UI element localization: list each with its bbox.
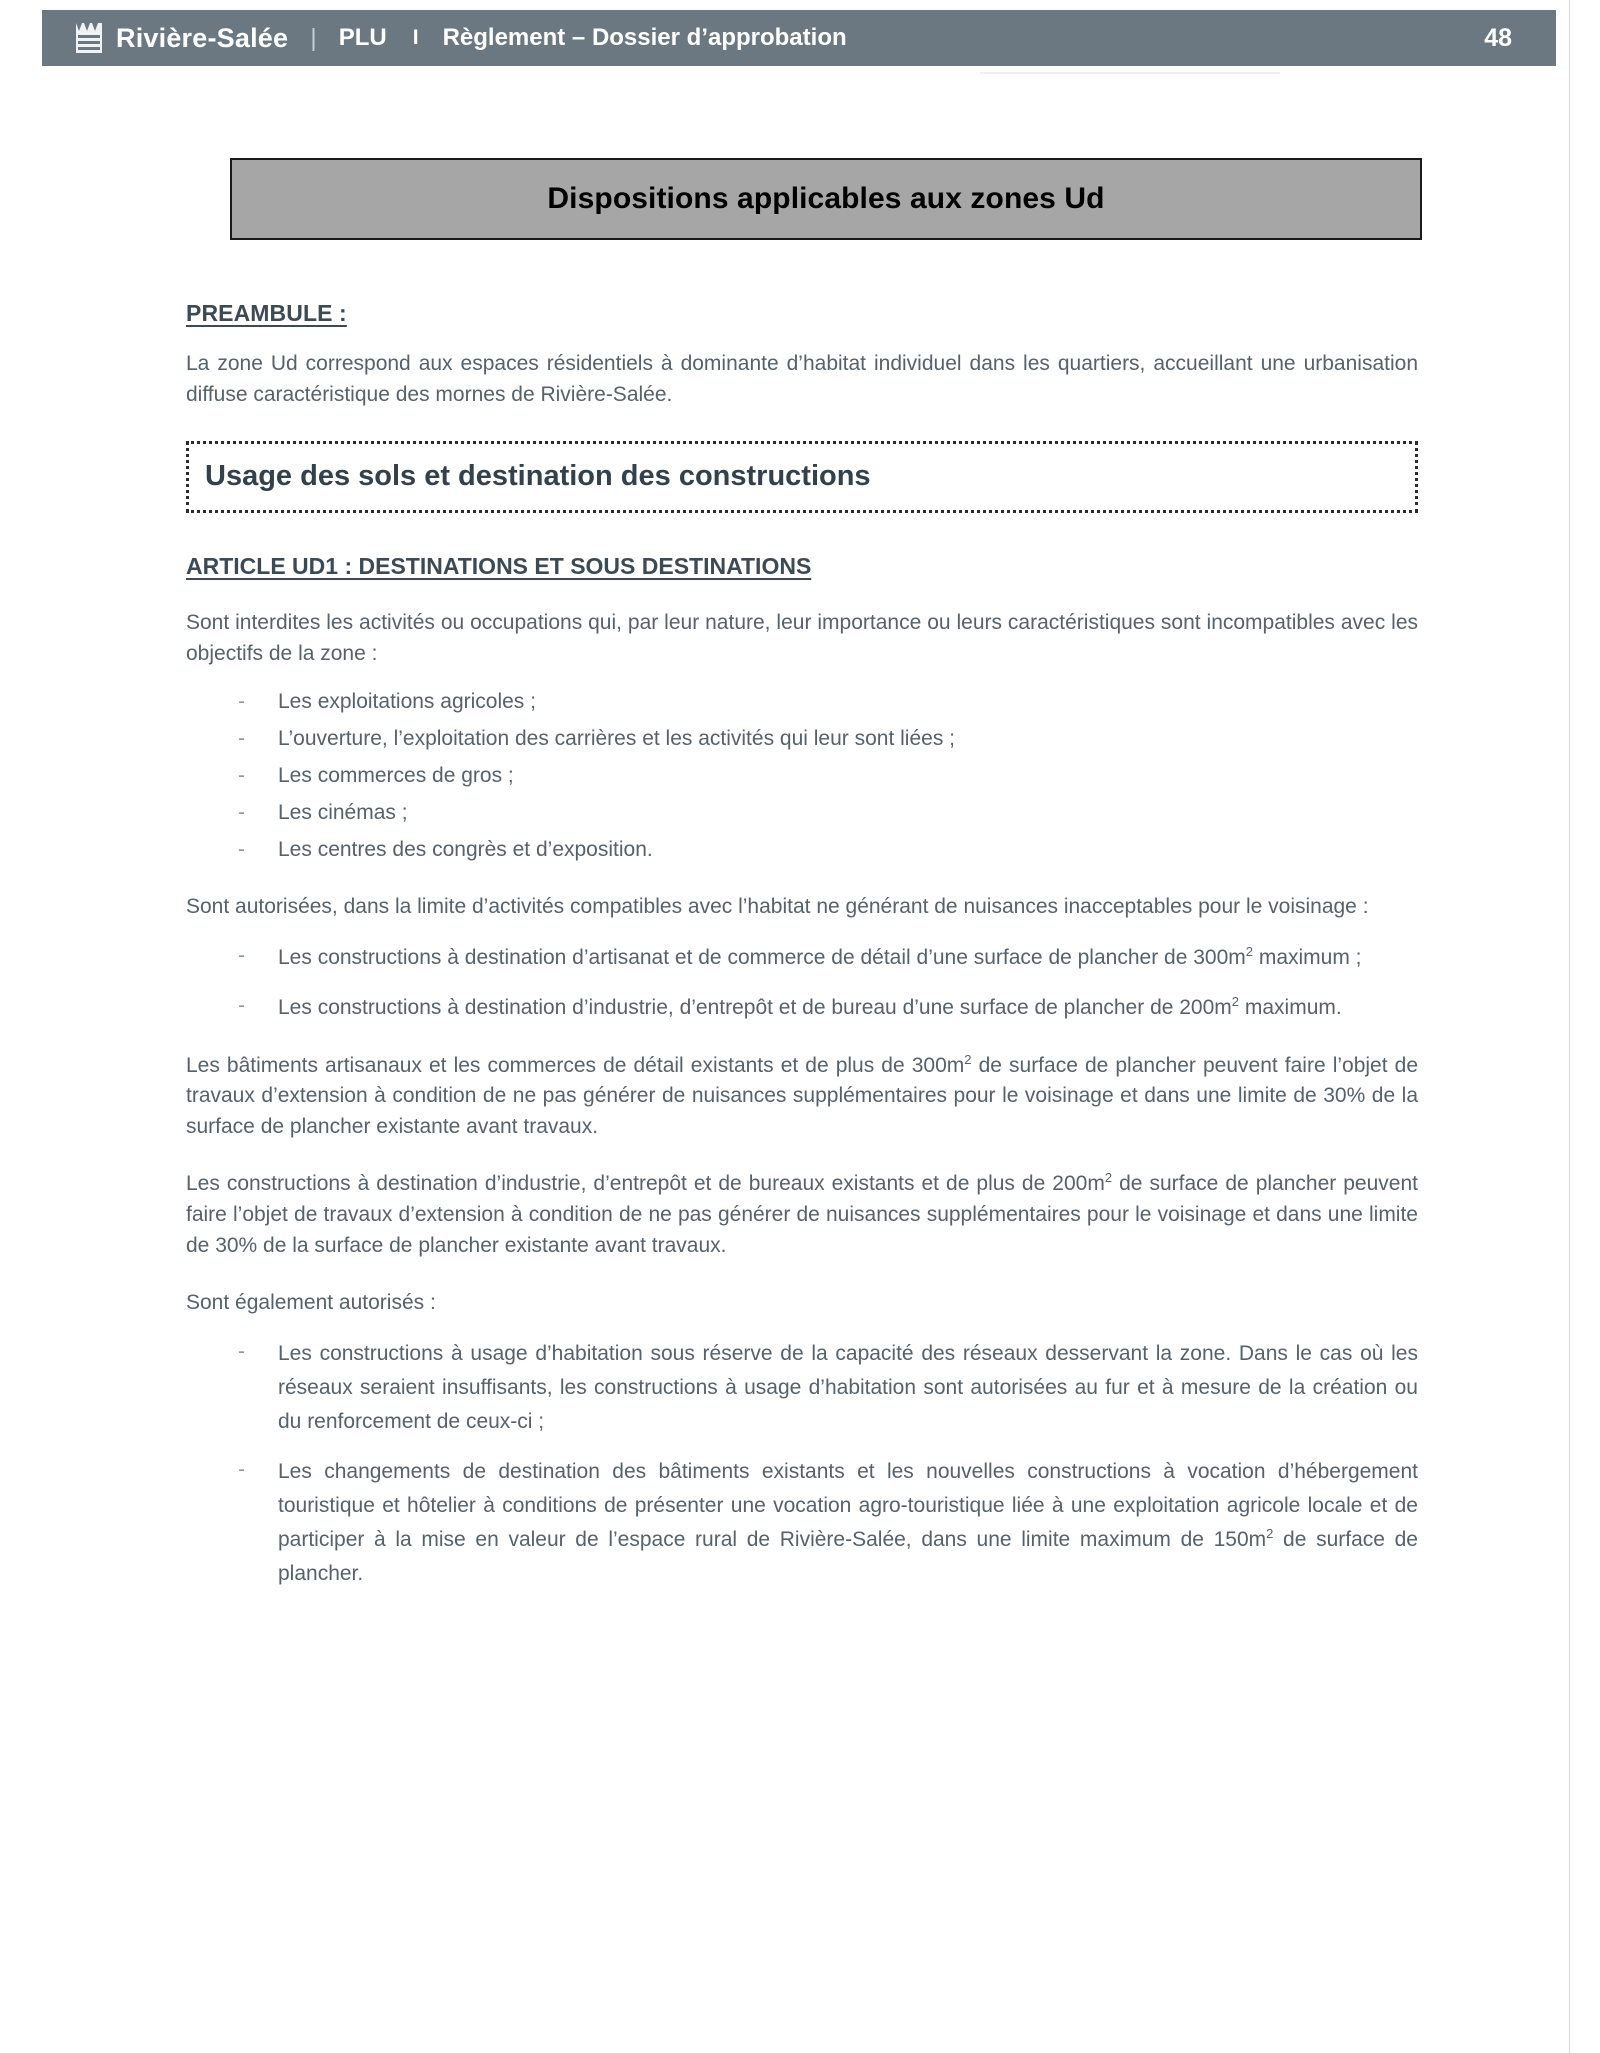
article-intro-autorise: Sont autorisées, dans la limite d’activités compatibles avec l’habitat ne générant de nuisances inacceptables pour le voisinage : [186,894,1369,918]
list-item: - Les constructions à destination d’artisanat et de commerce de détail d’une surface de plancher de $300m^2$ maximum ; [186,941,1418,975]
article-ud1-title: ARTICLE UD1 : DESTINATIONS ET SOUS DESTINATIONS [186,552,812,579]
zone-title-text: Dispositions applicables aux zones Ud [547,182,1105,215]
header-separator: | [310,23,317,52]
egalement-autorise-list [186,1337,1418,1591]
list-item: - L’ouverture, l’exploitation des carrières et les activités qui leur sont liées ; [186,724,1418,755]
list-item: - Les exploitations agricoles ; [186,687,1418,718]
list-item: - Les constructions à destination d’industrie, d’entrepôt et de bureau d’une surface de plancher de $200m^2$ maximum. [186,991,1418,1025]
list-item: - Les changements de destination des bâtiments existants et les nouvelles constructions à vocation d’hébergement touristique et hôtelier à conditions de présenter une vocation agro-touristique liée à une exploitation agricole locale et de participer à la mise en valeur de l’espace rural de Rivière-Salée, dans une limite maximum de $150m^2$ de surface de plancher. [186,1455,1418,1591]
list-item: - Les commerces de gros ; [186,761,1418,792]
paragraph-batiments-artisanaux: Les bâtiments artisanaux et les commerces de détail existants et de plus de $300m^2$ de surface de plancher peuvent faire l’objet de travaux d’extension à condition de ne pas générer de nuisances supplémentaires pour le voisinage et dans une limite de 30% de la surface de plancher existante avant travaux. [186,1051,1419,1139]
header-plu-label: PLU [338,24,387,51]
interdit-list [186,687,1418,865]
section-heading-text: Usage des sols et destination des constructions [205,460,871,493]
autorise-list [186,941,1418,1025]
page-right-margin [1569,0,1600,2053]
document-body [186,300,1418,1617]
paragraph-constructions-industrie: Les constructions à destination d’industrie, d’entrepôt et de bureaux existants et de plus de $200m^2$ de surface de plancher peuvent faire l’objet de travaux d’extension à condition de ne pas générer de nuisances supplémentaires pour le voisinage et dans une limite de 30% de la surface de plancher existante avant travaux. [186,1170,1418,1257]
article-intro-interdit: Sont interdites les activités ou occupations qui, par leur nature, leur importance ou leurs caractéristiques sont incompatibles avec les objectifs de la zone : [186,610,1418,665]
header-page-number: 48 [1484,23,1512,52]
article-intro-egalement: Sont également autorisés : [186,1290,436,1314]
preamble-paragraph: La zone Ud correspond aux espaces résidentiels à dominante d’habitat individuel dans les quartiers, accueillant une urbanisation diffuse caractéristique des mornes de Rivière-Salée. [186,352,1418,406]
page-header-band [42,10,1556,66]
zone-title-box [230,158,1422,240]
section-heading-box [186,441,1418,513]
preamble-heading: PREAMBULE : [186,300,347,326]
coat-of-arms-icon [76,23,102,53]
list-item: - Les cinémas ; [186,798,1418,829]
list-item: - Les constructions à usage d’habitation sous réserve de la capacité des réseaux desservant la zone. Dans le cas où les réseaux seraient insuffisants, les constructions à usage d’habitation sont autorisées au fur et à mesure de la création ou du renforcement de ceux-ci ; [186,1337,1418,1439]
header-document-title: Règlement – Dossier d’approbation [442,24,847,51]
header-city-name: Rivière-Salée [116,22,289,53]
scan-artifact-line [980,72,1280,74]
list-item: - Les centres des congrès et d’exposition. [186,835,1418,866]
header-roman-numeral: I [412,26,419,49]
